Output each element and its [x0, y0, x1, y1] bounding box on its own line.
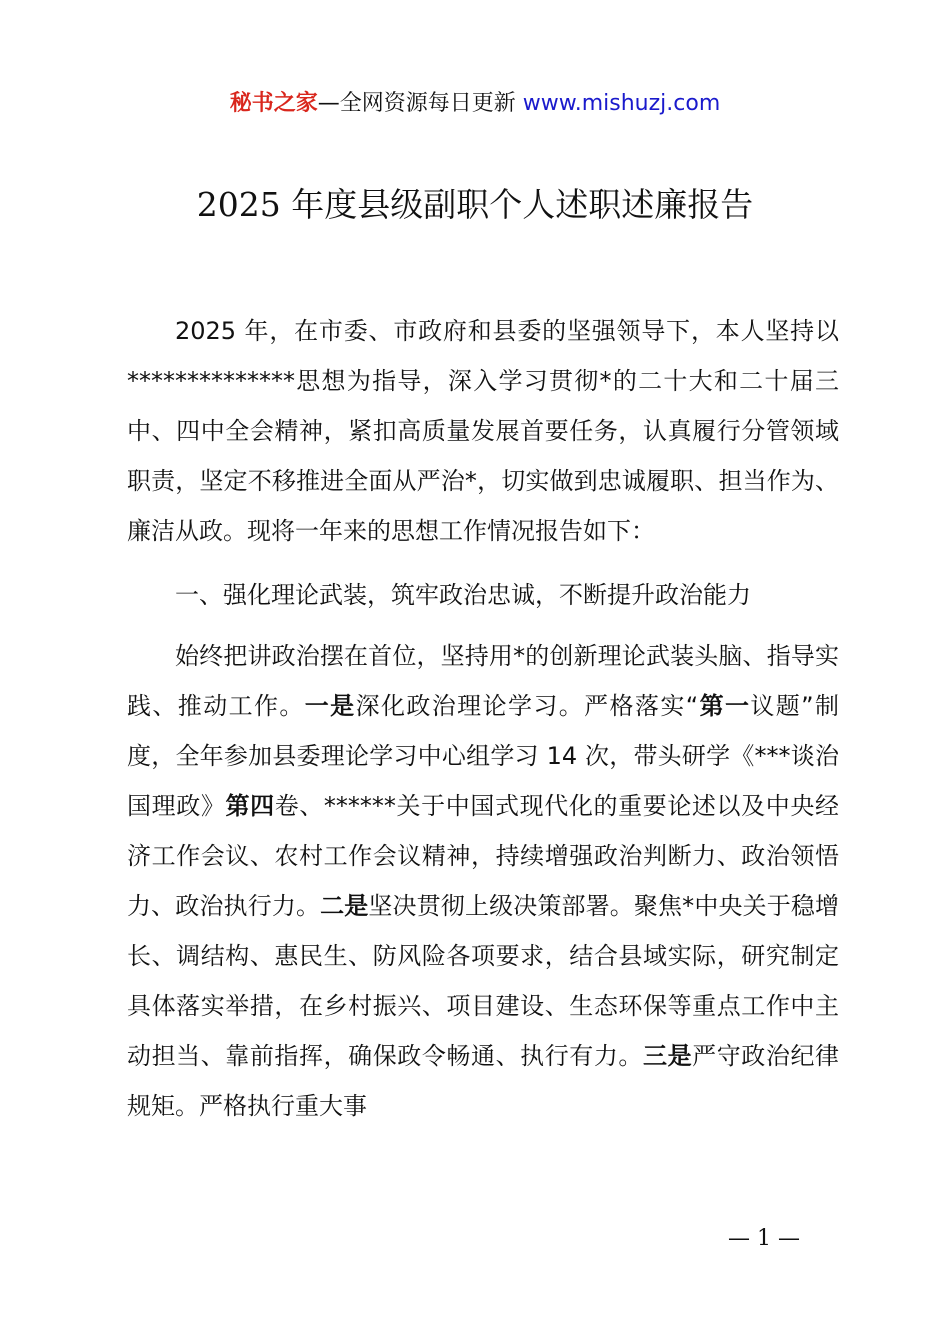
para2-text-4: 卷、******关于中国式现代化的重要论述以及中央经济工作会议、农村工作会议精神，持续增强政治判断力、政治领悟力、政治执行力。 [127, 792, 840, 920]
intro-paragraph: 2025 年，在市委、市政府和县委的坚强领导下，本人坚持以**************思想为指导，深入学习贯彻*的二十大和二十届三中、四中全会精神，紧扣高质量发展首要任务，认真履行分管领域职责，坚定不移推进全面从严治*，切实做到忠诚履职、担当作为、廉洁从政。现将一年来的思想工作情况报告如下： [127, 317, 839, 545]
page-number: — 1 — [728, 1226, 800, 1251]
section-heading-block [127, 570, 839, 620]
para2-text-6: 严守政治纪律规矩。严格执行重大事 [127, 1042, 840, 1120]
intro-paragraph-block [127, 306, 839, 556]
site-slogan: —全网资源每日更新 [317, 91, 523, 116]
site-url-link[interactable]: www.mishuzj.com [522, 91, 721, 116]
section-heading-1: 一、强化理论武装，筑牢政治忠诚，不断提升政治能力 [175, 581, 751, 609]
para2-text-5: 坚决贯彻上级决策部署。聚焦*中央关于稳增长、调结构、惠民生、防风险各项要求，结合县域实际，研究制定具体落实举措，在乡村振兴、项目建设、生态环保等重点工作中主动担当、靠前指挥，确保政令畅通、执行有力。 [127, 892, 840, 1070]
site-header [0, 88, 950, 120]
para2-bold-3: 第四 [225, 792, 275, 820]
para2-text-3: 议题”制度，全年参加县委理论学习中心组学习 14 次，带头研学《***谈治国理政》 [127, 692, 840, 820]
section-1-paragraph [127, 631, 839, 1131]
section-1-paragraph-block [127, 631, 839, 1131]
document-title: 2025 年度县级副职个人述职述廉报告 [196, 185, 754, 224]
para2-bold-2: 第一 [698, 692, 751, 720]
para2-text-1: 始终把讲政治摆在首位，坚持用*的创新理论武装头脑、指导实践、推动工作。 [127, 642, 839, 720]
site-brand: 秘书之家 [229, 91, 318, 116]
para2-text-2: 深化政治理论学习。严格落实“ [355, 692, 699, 720]
para2-bold-1: 一是 [304, 692, 356, 720]
para2-bold-5: 三是 [643, 1042, 693, 1070]
para2-bold-4: 二是 [320, 892, 369, 920]
